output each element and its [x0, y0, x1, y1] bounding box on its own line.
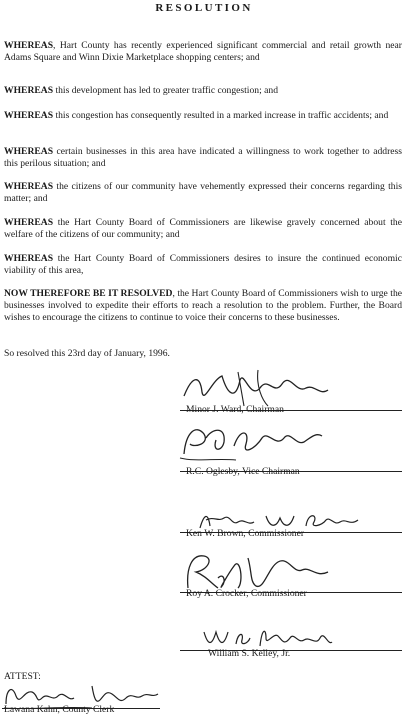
signature-scribble-2	[176, 418, 336, 464]
paragraph-keyword: WHEREAS	[4, 40, 54, 51]
paragraph-keyword: NOW THEREFORE BE IT RESOLVED	[4, 288, 173, 299]
paragraph-text: the Hart County Board of Commissioners are likewise gravely concerned about the welfare of the citizens of our community; and	[4, 217, 402, 241]
paragraph-4	[4, 146, 402, 170]
signatory-name-5: William S. Kelley, Jr.	[208, 648, 291, 659]
paragraph-6	[4, 217, 402, 241]
paragraph-text: , the Hart County Board of Commissioners wish to urge the businesses involved to expedite their efforts to reach a resolution to the problem. Further, the Board wishes to encourage the citizens to continue to voice their concerns to these businesses.	[4, 288, 403, 324]
paragraph-keyword: WHEREAS	[4, 110, 54, 121]
paragraph-text: certain businesses in this area have indicated a willingness to work together to address this perilous situation; and	[4, 146, 402, 170]
paragraph-5	[4, 181, 402, 205]
paragraph-keyword: WHEREAS	[4, 85, 54, 96]
paragraph-7	[4, 253, 402, 277]
paragraph-1	[4, 40, 402, 64]
signatory-name-2: R.C. Oglesby, Vice Chairman	[186, 466, 300, 477]
paragraph-text: this development has led to greater traffic congestion; and	[53, 85, 278, 96]
paragraph-8	[4, 288, 402, 325]
paragraph-2	[4, 85, 402, 97]
document-title: RESOLUTION	[155, 2, 253, 14]
paragraph-text: the Hart County Board of Commissioners desires to insure the continued economic viability of this area,	[4, 253, 402, 277]
paragraph-text: , Hart County has recently experienced significant commercial and retail growth near Adams Square and Winn Dixie Marketplace shopping centers; and	[4, 40, 402, 64]
paragraph-3	[4, 110, 402, 122]
paragraph-text: the citizens of our community have vehemently expressed their concerns regarding this matter; and	[4, 181, 402, 205]
signatory-name-4: Roy A. Crocker, Commissioner	[186, 588, 307, 599]
attest-label: ATTEST:	[4, 671, 41, 682]
paragraph-keyword: WHEREAS	[4, 253, 54, 264]
resolved-date-line: So resolved this 23rd day of January, 1996.	[4, 348, 170, 359]
signatory-name-3: Ken W. Brown, Commissioner	[186, 528, 305, 539]
paragraph-keyword: WHEREAS	[4, 181, 54, 192]
paragraph-keyword: WHEREAS	[4, 217, 54, 228]
signatory-name-1: Minor J. Ward, Chairman	[186, 404, 284, 415]
paragraph-text: this congestion has consequently resulted in a marked increase in traffic accidents; and	[53, 110, 389, 121]
paragraph-keyword: WHEREAS	[4, 146, 54, 157]
clerk-name: Lawana Kahn, County Clerk	[4, 704, 115, 715]
